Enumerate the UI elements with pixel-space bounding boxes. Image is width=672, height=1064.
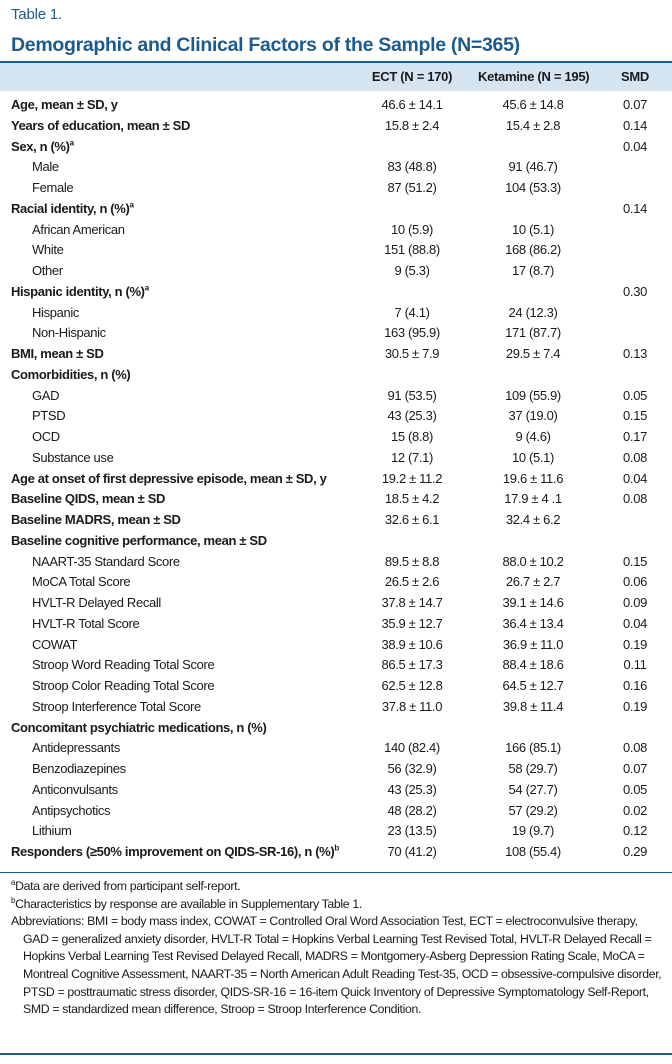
row-label-text: Racial identity, n (%) — [11, 200, 130, 216]
smd-value: 0.04 — [623, 138, 647, 154]
smd-value: 0.02 — [623, 802, 647, 818]
row-label — [11, 139, 74, 154]
table-row — [0, 821, 672, 842]
table-body — [0, 95, 672, 863]
ketamine-value: 17 (8.7) — [511, 263, 554, 278]
table-row — [0, 676, 672, 697]
row-label-text: Years of education, mean ± SD — [11, 117, 191, 133]
row-label-text: HVLT-R Total Score — [32, 615, 140, 631]
smd-value: 0.11 — [623, 657, 647, 673]
ect-value: 37.8 ± 11.0 — [381, 698, 443, 714]
row-label-text: COWAT — [32, 636, 78, 652]
smd-value: 0.06 — [623, 574, 647, 590]
ect-value: 15 (8.8) — [390, 429, 433, 444]
row-label-text: Lithium — [32, 823, 72, 839]
ketamine-value: 104 (53.3) — [505, 180, 561, 195]
ect-value: 163 (95.9) — [384, 325, 440, 341]
ketamine-value: 91 (46.7) — [508, 159, 558, 175]
ketamine-value: 10 (5.1) — [511, 221, 554, 237]
row-label — [32, 678, 214, 693]
row-label-text: HVLT-R Delayed Recall — [32, 595, 161, 610]
row-label-text: Comorbidities, n (%) — [11, 366, 131, 382]
table-row — [0, 572, 672, 593]
row-label-text: OCD — [32, 429, 60, 444]
table-row — [0, 95, 672, 116]
table-row — [0, 759, 672, 780]
footnote-mark: a — [129, 200, 134, 210]
table-notes — [11, 878, 663, 1019]
smd-value: 0.04 — [623, 470, 647, 486]
ketamine-value: 108 (55.4) — [505, 844, 561, 859]
smd-value: 0.05 — [623, 387, 647, 403]
ketamine-value: 39.8 ± 11.4 — [502, 698, 564, 714]
smd-value: 0.08 — [623, 740, 647, 756]
row-label-text: African American — [32, 221, 125, 237]
row-label-text: Antidepressants — [32, 740, 120, 756]
footnote-mark: a — [144, 283, 149, 293]
column-header-smd: SMD — [621, 69, 649, 84]
ketamine-value: 15.4 ± 2.8 — [505, 117, 561, 133]
table-row — [0, 842, 672, 863]
table-row — [0, 323, 672, 344]
row-label — [32, 782, 118, 797]
ect-value: 48 (28.2) — [387, 802, 437, 818]
ketamine-value: 88.4 ± 18.6 — [502, 657, 564, 673]
ect-value: 89.5 ± 8.8 — [384, 553, 440, 569]
row-label — [32, 159, 59, 174]
ketamine-value: 17.9 ± 4 .1 — [504, 491, 562, 507]
ketamine-value: 26.7 ± 2.7 — [505, 574, 561, 590]
row-label-text: Hispanic identity, n (%) — [11, 283, 145, 299]
row-label-text: PTSD — [32, 408, 66, 424]
ketamine-value: 39.1 ± 14.6 — [502, 595, 564, 610]
ect-value: 151 (88.8) — [384, 242, 440, 258]
table-row — [0, 220, 672, 241]
smd-value: 0.14 — [623, 117, 647, 133]
table-row — [0, 116, 672, 137]
ect-value: 43 (25.3) — [387, 781, 437, 797]
ect-value: 91 (53.5) — [387, 387, 437, 403]
row-label-text: GAD — [32, 387, 60, 403]
row-label-text: Baseline cognitive performance, mean ± SD — [11, 532, 267, 548]
row-label — [32, 657, 214, 672]
row-label — [11, 533, 267, 548]
row-label-text: Baseline MADRS, mean ± SD — [11, 512, 181, 527]
ect-value: 43 (25.3) — [387, 408, 437, 424]
footnote-mark: a — [11, 877, 16, 887]
ketamine-value: 168 (86.2) — [505, 242, 561, 258]
ketamine-value: 88.0 ± 10.2 — [502, 553, 564, 569]
row-label — [32, 325, 106, 340]
row-label — [32, 699, 201, 714]
ect-value: 38.9 ± 10.6 — [381, 636, 443, 652]
ect-value: 9 (5.3) — [394, 263, 430, 278]
row-label — [11, 471, 327, 486]
ketamine-value: 45.6 ± 14.8 — [502, 97, 564, 112]
smd-value: 0.07 — [623, 97, 647, 112]
ketamine-value: 64.5 ± 12.7 — [502, 678, 564, 693]
table-row — [0, 178, 672, 199]
table-row — [0, 697, 672, 718]
ect-value: 18.5 ± 4.2 — [384, 491, 440, 507]
row-label-text: Male — [32, 159, 59, 175]
table-row — [0, 738, 672, 759]
table-row — [0, 801, 672, 822]
ketamine-value: 171 (87.7) — [505, 325, 561, 341]
row-label — [32, 616, 139, 631]
row-label-text: Stroop Interference Total Score — [32, 698, 201, 714]
ect-value: 86.5 ± 17.3 — [381, 657, 443, 673]
table-row — [0, 240, 672, 261]
row-label — [32, 305, 79, 320]
table-row — [0, 365, 672, 386]
table-row — [0, 137, 672, 158]
smd-value: 0.08 — [623, 449, 647, 465]
table-row — [0, 489, 672, 510]
column-header-ketamine: Ketamine (N = 195) — [478, 69, 590, 84]
row-label — [11, 284, 149, 299]
ketamine-value: 36.9 ± 11.0 — [502, 636, 564, 652]
table-row — [0, 157, 672, 178]
table-row — [0, 406, 672, 427]
row-label-text: NAART-35 Standard Score — [32, 553, 180, 569]
smd-value: 0.04 — [623, 615, 647, 631]
footnote-mark: b — [334, 843, 339, 853]
row-label-text: Baseline QIDS, mean ± SD — [11, 491, 166, 507]
ect-value: 15.8 ± 2.4 — [384, 117, 440, 133]
abbreviations: Abbreviations: BMI = body mass index, COWAT = Controlled Oral Word Association Test, ECT = electroconvulsive therapy, GAD = generalized anxiety disorder, HVLT-R Total = Hopkins Verbal Learning Test Revised Total, HVLT-R Delayed Recall = Hopkins Verbal Learning Test Revised Delayed Recall, MADRS = Montgomery-Asberg Depression Rating Scale, MoCA = Montreal Cognitive Assessment, NAART-35 = North American Adult Reading Test-35, OCD = obsessive-compulsive disorder, PTSD = posttraumatic stress disorder, QIDS-SR-16 = 16-item Quick Inventory of Depressive Symptomatology Self-Report, SMD = standardized mean difference, Stroop = Stroop Interference Condition. — [11, 914, 662, 1017]
ketamine-value: 58 (29.7) — [508, 761, 558, 776]
ketamine-value: 19 (9.7) — [511, 823, 554, 839]
footnote-a — [11, 878, 663, 896]
smd-value: 0.29 — [623, 844, 647, 859]
ect-value: 32.6 ± 6.1 — [384, 512, 440, 527]
row-label — [32, 740, 120, 755]
row-label — [32, 222, 125, 237]
smd-value: 0.07 — [623, 761, 647, 776]
table-row — [0, 199, 672, 220]
bottom-rule — [0, 872, 672, 873]
row-label — [11, 201, 134, 216]
table-row — [0, 427, 672, 448]
row-label — [32, 242, 63, 257]
row-label — [32, 554, 180, 569]
smd-value: 0.19 — [623, 636, 647, 652]
row-label-text: Age, mean ± SD, y — [11, 97, 118, 112]
row-label — [11, 346, 104, 361]
table-row — [0, 780, 672, 801]
row-label — [11, 844, 339, 859]
smd-value: 0.15 — [623, 553, 647, 569]
ketamine-value: 54 (27.7) — [508, 781, 558, 797]
table-label: Table 1. — [11, 6, 62, 23]
table-row — [0, 303, 672, 324]
footnote-mark: a — [69, 138, 74, 148]
smd-value: 0.30 — [623, 283, 647, 299]
smd-value: 0.05 — [623, 781, 647, 797]
ketamine-value: 37 (19.0) — [508, 408, 558, 424]
table-row — [0, 635, 672, 656]
table-title: Demographic and Clinical Factors of the Sample (N=365) — [11, 34, 520, 56]
ketamine-value: 166 (85.1) — [505, 740, 561, 756]
row-label — [32, 761, 126, 776]
ect-value: 7 (4.1) — [394, 304, 430, 320]
ketamine-value: 19.6 ± 11.6 — [502, 470, 564, 486]
row-label-text: Sex, n (%) — [11, 138, 70, 154]
ect-value: 35.9 ± 12.7 — [381, 615, 443, 631]
smd-value: 0.13 — [623, 346, 647, 361]
table-row — [0, 344, 672, 365]
smd-value: 0.08 — [623, 491, 647, 507]
ect-value: 87 (51.2) — [387, 180, 437, 195]
ect-value: 10 (5.9) — [390, 221, 433, 237]
table-row — [0, 614, 672, 635]
table-row — [0, 282, 672, 303]
table-row — [0, 510, 672, 531]
row-label-text: Benzodiazepines — [32, 761, 126, 776]
row-label — [32, 637, 77, 652]
ect-value: 70 (41.2) — [387, 844, 437, 859]
table-row — [0, 552, 672, 573]
table-row — [0, 531, 672, 552]
table-row — [0, 469, 672, 490]
row-label — [32, 450, 113, 465]
row-label-text: Responders (≥50% improvement on QIDS-SR-16), n (%) — [11, 844, 335, 859]
row-label — [32, 408, 65, 423]
row-label — [32, 388, 59, 403]
smd-value: 0.15 — [623, 408, 647, 424]
ect-value: 140 (82.4) — [384, 740, 440, 756]
row-label — [11, 97, 118, 112]
row-label-text: Non-Hispanic — [32, 325, 106, 341]
ketamine-value: 32.4 ± 6.2 — [505, 512, 561, 527]
row-label-text: Antipsychotics — [32, 802, 111, 818]
row-label-text: Age at onset of first depressive episode, mean ± SD, y — [11, 470, 327, 486]
row-label-text: White — [32, 242, 64, 258]
row-label-text: MoCA Total Score — [32, 574, 131, 590]
table-row — [0, 718, 672, 739]
row-label-text: Hispanic — [32, 304, 80, 320]
footnote-b — [11, 896, 663, 914]
row-label — [32, 263, 63, 278]
table-row — [0, 261, 672, 282]
ketamine-value: 57 (29.2) — [508, 802, 558, 818]
footnote-text: Characteristics by response are available in Supplementary Table 1. — [15, 896, 362, 911]
smd-value: 0.09 — [623, 595, 647, 610]
footnote-mark: b — [11, 895, 16, 905]
ect-value: 62.5 ± 12.8 — [381, 678, 443, 693]
row-label — [11, 491, 165, 506]
ect-value: 37.8 ± 14.7 — [381, 595, 443, 610]
row-label-text: Anticonvulsants — [32, 781, 118, 797]
ect-value: 56 (32.9) — [387, 761, 437, 776]
row-label — [32, 823, 71, 838]
row-label-text: Other — [32, 263, 63, 278]
ketamine-value: 10 (5.1) — [511, 449, 554, 465]
end-rule — [0, 1053, 672, 1055]
table-row — [0, 448, 672, 469]
row-label-text: Female — [32, 180, 74, 195]
ketamine-value: 109 (55.9) — [505, 387, 561, 403]
row-label — [32, 429, 60, 444]
row-label — [32, 180, 73, 195]
ect-value: 12 (7.1) — [390, 449, 433, 465]
smd-value: 0.16 — [623, 678, 647, 693]
smd-value: 0.19 — [623, 698, 647, 714]
ect-value: 23 (13.5) — [387, 823, 437, 839]
row-label — [11, 367, 130, 382]
ect-value: 46.6 ± 14.1 — [381, 97, 443, 112]
row-label-text: Concomitant psychiatric medications, n (%) — [11, 719, 267, 735]
row-label — [32, 574, 130, 589]
smd-value: 0.17 — [623, 429, 647, 444]
smd-value: 0.12 — [623, 823, 647, 839]
table-row — [0, 593, 672, 614]
ketamine-value: 36.4 ± 13.4 — [502, 615, 564, 631]
ketamine-value: 29.5 ± 7.4 — [505, 346, 561, 361]
footnote-text: Data are derived from participant self-report. — [15, 879, 241, 893]
row-label-text: Substance use — [32, 449, 114, 465]
table-row — [0, 655, 672, 676]
smd-value: 0.14 — [623, 200, 647, 216]
row-label-text: Stroop Color Reading Total Score — [32, 678, 215, 693]
row-label-text: BMI, mean ± SD — [11, 346, 104, 361]
ect-value: 19.2 ± 11.2 — [381, 470, 443, 486]
row-label — [11, 512, 181, 527]
ect-value: 26.5 ± 2.6 — [384, 574, 440, 590]
ketamine-value: 9 (4.6) — [515, 429, 551, 444]
row-label — [32, 803, 110, 818]
row-label — [32, 595, 161, 610]
ect-value: 83 (48.8) — [387, 159, 437, 175]
ect-value: 30.5 ± 7.9 — [384, 346, 440, 361]
ketamine-value: 24 (12.3) — [508, 304, 558, 320]
row-label-text: Stroop Word Reading Total Score — [32, 657, 215, 673]
row-label — [11, 118, 190, 133]
table-row — [0, 386, 672, 407]
row-label — [11, 720, 266, 735]
column-header-ect: ECT (N = 170) — [371, 69, 453, 84]
